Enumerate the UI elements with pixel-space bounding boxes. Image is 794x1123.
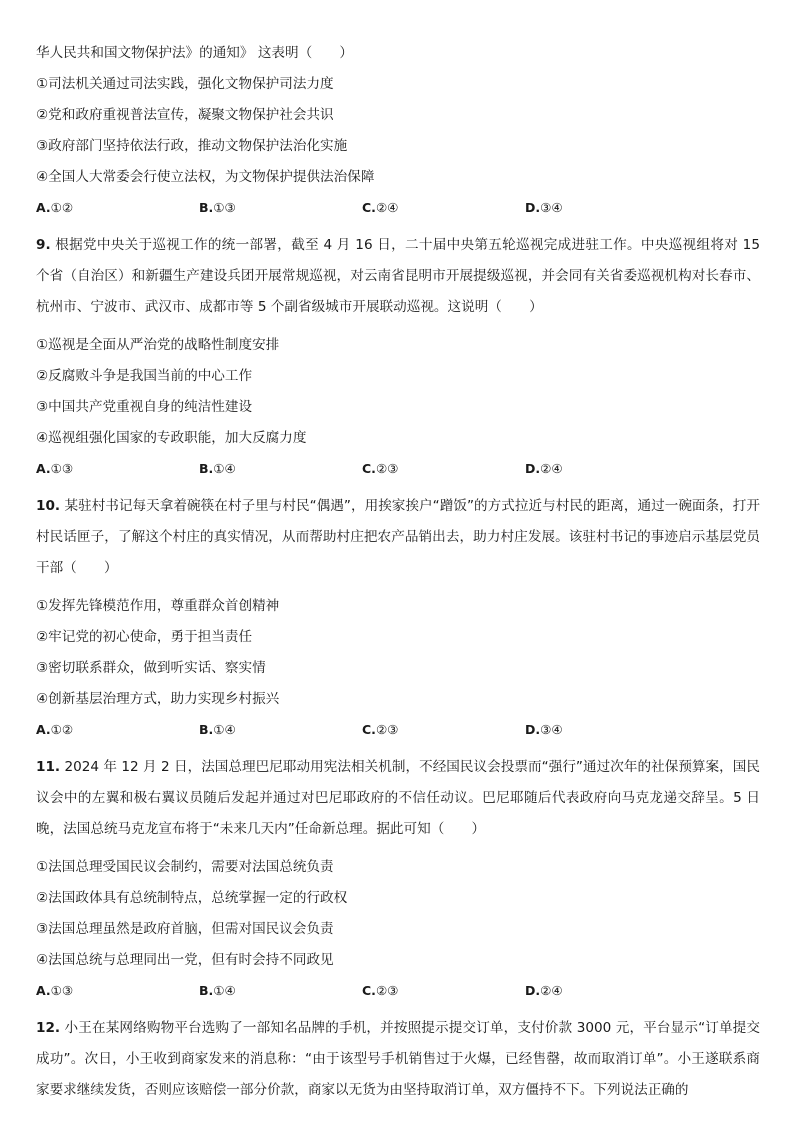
q9-options [36, 460, 760, 478]
q11-item-4: ④法国总统与总理同出一党，但有时会持不同政见 [36, 952, 334, 968]
q11-stem-block [36, 752, 760, 845]
q12-stem-text: 小王在某网络购物平台选购了一部知名品牌的手机，并按照提示提交订单，支付价款 3000 元，平台显示“订单提交成功”。次日，小王收到商家发来的消息称：“由于该型号手机销售过于火爆，已经售罄，故而取消订单”。小王遂联系商家要求继续发货，否则应该赔偿一部分价款，商家以无货为由坚持取消订单，双方僵持不下。下列说法正确的 [36, 1020, 760, 1098]
q9-item-3: ③中国共产党重视自身的纯洁性建设 [36, 399, 253, 415]
q10-item-1: ①发挥先锋模范作用，尊重群众首创精神 [36, 598, 280, 614]
q11-item-1: ①法国总理受国民议会制约，需要对法国总统负责 [36, 859, 334, 875]
q10-item-2: ②牢记党的初心使命，勇于担当责任 [36, 629, 253, 645]
q9-item-2: ②反腐败斗争是我国当前的中心工作 [36, 368, 253, 384]
q10-option-b: B.①④ [199, 722, 236, 737]
q10-number: 10. [36, 498, 61, 514]
q8-option-b: B.①③ [199, 200, 236, 215]
q9-option-a: A.①③ [36, 461, 74, 476]
q9-stem-text: 根据党中央关于巡视工作的统一部署，截至 4 月 16 日，二十届中央第五轮巡视完成进驻工作。中央巡视组将对 15 个省（自治区）和新疆生产建设兵团开展常规巡视，对云南省昆明市开展提级巡视，并会同有关省委巡视机构对长春市、杭州市、宁波市、武汉市、成都市等 5 个副省级城市开展联动巡视。这说明（ ） [36, 237, 760, 315]
q8-item-2: ②党和政府重视普法宣传，凝聚文物保护社会共识 [36, 107, 334, 123]
q11-stem-text: 2024 年 12 月 2 日，法国总理巴尼耶动用宪法相关机制，不经国民议会投票而“强行”通过次年的社保预算案，国民议会中的左翼和极右翼议员随后发起并通过对巴尼耶政府的不信任动议。巴尼耶随后代表政府向马克龙递交辞呈。5 日晚，法国总统马克龙宣布将于“未来几天内”任命新总理。据此可知（ ） [36, 759, 761, 837]
q10-option-a: A.①② [36, 722, 74, 737]
q12-number: 12. [36, 1020, 61, 1036]
q8-option-c: C.②④ [362, 200, 399, 215]
q10-item-3: ③密切联系群众，做到听实话、察实情 [36, 660, 266, 676]
q10-item-4: ④创新基层治理方式，助力实现乡村振兴 [36, 691, 280, 707]
q11-option-a: A.①③ [36, 983, 74, 998]
q8-item-3: ③政府部门坚持依法行政，推动文物保护法治化实施 [36, 138, 348, 154]
q11-option-b: B.①④ [199, 983, 236, 998]
q12-stem-block [36, 1013, 760, 1106]
q9-number: 9. [36, 237, 51, 253]
q8-item-1: ①司法机关通过司法实践，强化文物保护司法力度 [36, 76, 334, 92]
q11-option-c: C.②③ [362, 983, 399, 998]
q9-stem-block [36, 230, 760, 323]
q11-item-2: ②法国政体具有总统制特点，总统掌握一定的行政权 [36, 890, 348, 906]
q8-stem-tail: 华人民共和国文物保护法》的通知》 这表明（ ） [36, 45, 353, 61]
q8-options [36, 199, 760, 217]
q10-options [36, 721, 760, 739]
q11-option-d: D.②④ [525, 983, 563, 998]
q12-stem [36, 1013, 760, 1106]
q11-number: 11. [36, 759, 61, 775]
q10-stem-block [36, 491, 760, 584]
q11-options [36, 982, 760, 1000]
q11-item-3: ③法国总理虽然是政府首脑，但需对国民议会负责 [36, 921, 334, 937]
q10-stem-text: 某驻村书记每天拿着碗筷在村子里与村民“偶遇”，用挨家挨户“蹭饭”的方式拉近与村民的距离，通过一碗面条，打开村民话匣子，了解这个村庄的真实情况，从而帮助村庄把农产品销出去，助力村庄发展。该驻村书记的事迹启示基层党员干部（ ） [36, 498, 761, 576]
q11-stem [36, 752, 760, 845]
q9-option-b: B.①④ [199, 461, 236, 476]
q9-stem [36, 230, 760, 323]
q10-option-d: D.③④ [525, 722, 563, 737]
q8-option-d: D.③④ [525, 200, 563, 215]
q8-option-a: A.①② [36, 200, 74, 215]
q9-item-1: ①巡视是全面从严治党的战略性制度安排 [36, 337, 280, 353]
exam-page [36, 44, 760, 1119]
q10-stem [36, 491, 760, 584]
q10-option-c: C.②③ [362, 722, 399, 737]
q9-item-4: ④巡视组强化国家的专政职能，加大反腐力度 [36, 430, 307, 446]
q9-option-c: C.②③ [362, 461, 399, 476]
q8-item-4: ④全国人大常委会行使立法权，为文物保护提供法治保障 [36, 169, 375, 185]
q9-option-d: D.②④ [525, 461, 563, 476]
